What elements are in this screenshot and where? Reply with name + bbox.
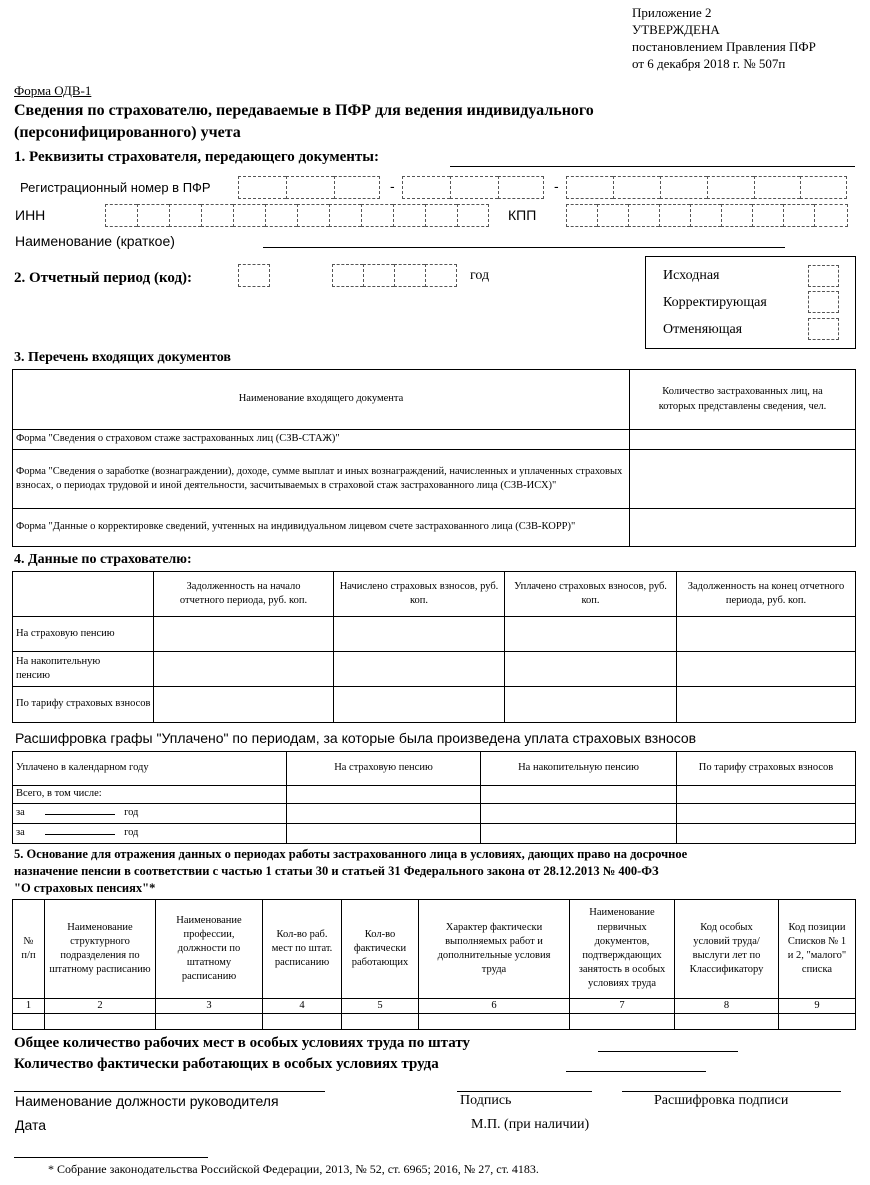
col-number: 1 xyxy=(13,999,45,1014)
value-cell[interactable] xyxy=(481,786,677,804)
col-number: 8 xyxy=(675,999,779,1014)
breakdown-insurance-header: На страховую пенсию xyxy=(287,752,481,786)
god-label: год xyxy=(124,807,139,819)
value-cell[interactable] xyxy=(156,1014,263,1030)
kpp-label: КПП xyxy=(508,207,537,223)
reg-number-part2[interactable] xyxy=(402,176,544,199)
paid-header: Уплачено страховых взносов, руб. коп. xyxy=(505,572,677,617)
special-conditions-table xyxy=(12,899,856,1030)
value-cell[interactable] xyxy=(505,687,677,723)
value-cell[interactable] xyxy=(677,804,856,824)
stamp-label: М.П. (при наличии) xyxy=(471,1117,590,1132)
insurer-data-table xyxy=(12,571,856,723)
type-correcting-checkbox[interactable] xyxy=(808,291,839,313)
reg-dash-1: - xyxy=(390,178,395,194)
value-cell[interactable] xyxy=(419,1014,570,1030)
col-number: 2 xyxy=(45,999,156,1014)
signature-decode-label: Расшифровка подписи xyxy=(654,1093,789,1108)
value-cell[interactable] xyxy=(13,1014,45,1030)
year-input-line[interactable] xyxy=(45,814,115,815)
col-staff-places-header: Кол-во раб. мест по штат. расписанию xyxy=(263,900,342,999)
signature-label: Подпись xyxy=(460,1093,512,1108)
value-cell[interactable] xyxy=(481,804,677,824)
value-cell[interactable] xyxy=(677,824,856,844)
section2-title: 2. Отчетный период (код): xyxy=(14,270,193,286)
col-number: 4 xyxy=(263,999,342,1014)
col-unit-header: Наименование структурного подразделения по штатному расписанию xyxy=(45,900,156,999)
col-profession-header: Наименование профессии, должности по штатному расписанию xyxy=(156,900,263,999)
doc-row-szv-ish: Форма "Сведения о заработке (вознаграждении), доходе, сумме выплат и иных вознаграждений, начисленных и уплаченных страховых взносах, о периодах трудовой и иной деятельности, засчитываемых в страховой стаж застрахованного лица (СЗВ-ИСХ)" xyxy=(13,450,630,509)
inn-cells[interactable] xyxy=(105,204,489,227)
total-places-label: Общее количество рабочих мест в особых условиях труда по штату xyxy=(14,1035,471,1051)
accrued-header: Начислено страховых взносов, руб. коп. xyxy=(334,572,505,617)
kpp-cells[interactable] xyxy=(566,204,848,227)
type-original-label: Исходная xyxy=(663,268,720,283)
doc-row-szv-stazh: Форма "Сведения о страховом стаже застрахованных лиц (СЗВ-СТАЖ)" xyxy=(13,430,630,450)
date-label: Дата xyxy=(15,1117,47,1133)
section4-title: 4. Данные по страхователю: xyxy=(14,552,192,567)
section5-title xyxy=(14,846,687,897)
col-number: 7 xyxy=(570,999,675,1014)
short-name-label: Наименование (краткое) xyxy=(15,233,175,249)
breakdown-funded-header: На накопительную пенсию xyxy=(481,752,677,786)
value-cell[interactable] xyxy=(154,687,334,723)
col-list-position-header: Код позиции Списков № 1 и 2, "малого" списка xyxy=(779,900,856,999)
insurer-corner-cell xyxy=(13,572,154,617)
section1-name-line[interactable] xyxy=(450,166,855,167)
col-actual-workers-header: Кол-во фактически работающих xyxy=(342,900,419,999)
debt-start-header: Задолженность на начало отчетного периода, руб. коп. xyxy=(154,572,334,617)
reg-number-part3[interactable] xyxy=(566,176,847,199)
paid-year-header: Уплачено в календарном году xyxy=(13,752,287,786)
col-number: 3 xyxy=(156,999,263,1014)
row-insurance-pension: На страховую пенсию xyxy=(13,617,154,652)
short-name-line[interactable] xyxy=(263,247,785,248)
approval-block xyxy=(632,4,816,72)
reg-number-part1[interactable] xyxy=(238,176,380,199)
breakdown-table xyxy=(12,751,856,844)
footnote-separator xyxy=(14,1157,208,1158)
reg-dash-2: - xyxy=(554,178,559,194)
col-number: 9 xyxy=(779,999,856,1014)
decree-date: от 6 декабря 2018 г. № 507п xyxy=(632,56,786,71)
breakdown-total-label: Всего, в том числе: xyxy=(13,786,287,804)
doc-count-cell[interactable] xyxy=(630,509,856,547)
section3-title: 3. Перечень входящих документов xyxy=(14,350,231,365)
value-cell[interactable] xyxy=(287,804,481,824)
position-label: Наименование должности руководителя xyxy=(15,1093,279,1109)
section5-title-line1: 5. Основание для отражения данных о периодах работы застрахованного лица в условиях, дающих право на досрочное xyxy=(14,847,688,861)
form-title-line1: Сведения по страхователю, передаваемые в ПФР для ведения индивидуального xyxy=(14,102,594,119)
year-label: год xyxy=(470,268,490,283)
doc-name-header: Наименование входящего документа xyxy=(13,370,630,430)
za-label: за xyxy=(16,807,25,819)
breakdown-year-row xyxy=(13,804,287,824)
value-cell[interactable] xyxy=(154,617,334,652)
row-funded-pension: На накопительную пенсию xyxy=(13,652,154,687)
type-original-checkbox[interactable] xyxy=(808,265,839,287)
footnote-text: * Собрание законодательства Российской Федерации, 2013, № 52, ст. 6965; 2016, № 27, ст. 4183. xyxy=(48,1162,539,1176)
incoming-documents-table xyxy=(12,369,856,547)
col-work-nature-header: Характер фактически выполняемых работ и дополнительные условия труда xyxy=(419,900,570,999)
signature-decode-line[interactable] xyxy=(622,1091,841,1092)
breakdown-tariff-header: По тарифу страховых взносов xyxy=(677,752,856,786)
value-cell[interactable] xyxy=(677,687,856,723)
za-label: за xyxy=(16,827,25,839)
appendix-label: Приложение 2 xyxy=(632,5,712,20)
actual-workers-line[interactable] xyxy=(566,1071,706,1072)
section1-title: 1. Реквизиты страхователя, передающего документы: xyxy=(14,149,379,165)
position-line[interactable] xyxy=(14,1091,325,1092)
value-cell[interactable] xyxy=(342,1014,419,1030)
value-cell[interactable] xyxy=(677,786,856,804)
breakdown-title: Расшифровка графы "Уплачено" по периодам, за которые была произведена уплата страховых взносов xyxy=(15,730,697,746)
reg-number-label: Регистрационный номер в ПФР xyxy=(20,180,211,195)
actual-workers-label: Количество фактически работающих в особых условиях труда xyxy=(14,1056,439,1072)
breakdown-year-row xyxy=(13,824,287,844)
col-documents-header: Наименование первичных документов, подтверждающих занятость в особых условиях труда xyxy=(570,900,675,999)
value-cell[interactable] xyxy=(675,1014,779,1030)
decree-label: постановлением Правления ПФР xyxy=(632,39,816,54)
value-cell[interactable] xyxy=(677,617,856,652)
type-cancelling-checkbox[interactable] xyxy=(808,318,839,340)
total-places-line[interactable] xyxy=(598,1051,738,1052)
value-cell[interactable] xyxy=(677,652,856,687)
year-input-line[interactable] xyxy=(45,834,115,835)
value-cell[interactable] xyxy=(45,1014,156,1030)
value-cell[interactable] xyxy=(154,652,334,687)
god-label: год xyxy=(124,827,139,839)
doc-count-cell[interactable] xyxy=(630,430,856,450)
section5-title-line3: "О страховых пенсиях"* xyxy=(14,881,156,895)
value-cell[interactable] xyxy=(287,824,481,844)
value-cell[interactable] xyxy=(334,687,505,723)
section5-title-line2: назначение пенсии в соответствии с частью 1 статьи 30 и статьей 31 Федерального закона от 28.12.2013 № 400-ФЗ xyxy=(14,864,659,878)
year-cells[interactable] xyxy=(332,264,457,287)
row-tariff: По тарифу страховых взносов xyxy=(13,687,154,723)
col-number: 5 xyxy=(342,999,419,1014)
col-number: 6 xyxy=(419,999,570,1014)
value-cell[interactable] xyxy=(263,1014,342,1030)
value-cell[interactable] xyxy=(334,652,505,687)
doc-count-cell[interactable] xyxy=(630,450,856,509)
form-title-line2: (персонифицированного) учета xyxy=(14,124,241,141)
value-cell[interactable] xyxy=(779,1014,856,1030)
debt-end-header: Задолженность на конец отчетного периода, руб. коп. xyxy=(677,572,856,617)
signature-line[interactable] xyxy=(457,1091,592,1092)
period-code-box[interactable] xyxy=(238,264,270,287)
value-cell[interactable] xyxy=(481,824,677,844)
doc-count-header: Количество застрахованных лиц, на которых представлены сведения, чел. xyxy=(630,370,856,430)
value-cell[interactable] xyxy=(334,617,505,652)
inn-label: ИНН xyxy=(15,207,46,223)
value-cell[interactable] xyxy=(505,617,677,652)
col-condition-code-header: Код особых условий труда/ выслуги лет по Классификатору xyxy=(675,900,779,999)
doc-row-szv-korr: Форма "Данные о корректировке сведений, учтенных на индивидуальном лицевом счете застрахованного лица (СЗВ-КОРР)" xyxy=(13,509,630,547)
form-code: Форма ОДВ-1 xyxy=(14,83,92,98)
type-correcting-label: Корректирующая xyxy=(663,295,767,310)
value-cell[interactable] xyxy=(505,652,677,687)
approved-label: УТВЕРЖДЕНА xyxy=(632,22,720,37)
col-num-header: № п/п xyxy=(13,900,45,999)
type-cancelling-label: Отменяющая xyxy=(663,322,743,337)
value-cell[interactable] xyxy=(287,786,481,804)
value-cell[interactable] xyxy=(570,1014,675,1030)
